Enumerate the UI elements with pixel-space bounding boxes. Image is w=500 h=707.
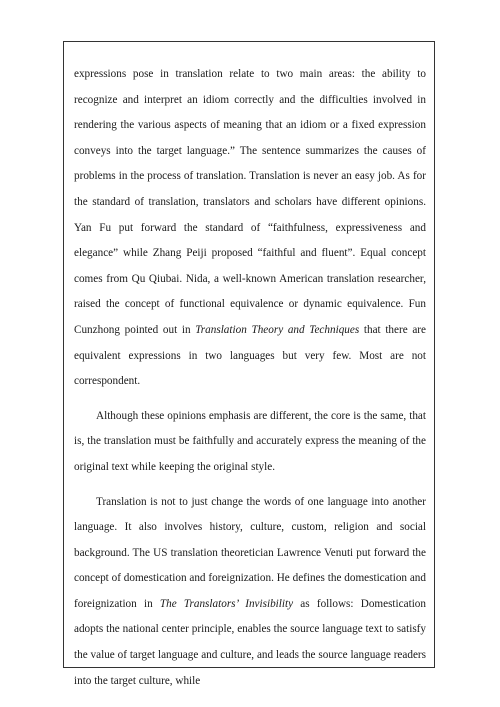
paragraph-1-text-b: that there are equivalent expressions in two languages but very few. Most are not correspondent. [74, 323, 427, 388]
document-body [74, 62, 426, 694]
paragraph-3-text-b: as follows: Domestication adopts the national center principle, enables the source language text to satisfy the value of target language and culture, and leads the source language readers into the target culture, while [74, 597, 426, 687]
paragraph-3 [74, 490, 426, 695]
paragraph-1 [74, 62, 426, 395]
paragraph-1-book-title: Translation Theory and Techniques [195, 323, 360, 336]
paragraph-1-text-a: expressions pose in translation relate to two main areas: the ability to recognize and interpret an idiom correctly and the difficulties involved in rendering the various aspects of meaning that an idiom or a fixed expression conveys into the target language.” The sentence summarizes the causes of problems in the process of translation. Translation is never an easy job. As for the standard of translation, translators and scholars have different opinions. Yan Fu put forward the standard of “faithfulness, expressiveness and elegance” while Zhang Peiji proposed “faithful and fluent”. Equal concept comes from Qu Qiubai. Nida, a well-known American translation researcher, raised the concept of functional equivalence or dynamic equivalence. Fun Cunzhong pointed out in [74, 68, 426, 336]
paragraph-3-book-title: The Translators’ Invisibility [159, 597, 294, 610]
paragraph-gap [74, 481, 426, 490]
paragraph-3-text-a: Translation is not to just change the words of one language into another language. It also involves history, culture, custom, religion and social background. The US translation theoretician Lawrence Venuti put forward the concept of domestication and foreignization. He defines the domestication and foreignization in [74, 495, 426, 610]
paragraph-2-text: Although these opinions emphasis are different, the core is the same, that is, the translation must be faithfully and accurately express the meaning of the original text while keeping the original style. [74, 409, 426, 473]
paragraph-2 [74, 404, 426, 481]
paragraph-gap [74, 395, 426, 404]
